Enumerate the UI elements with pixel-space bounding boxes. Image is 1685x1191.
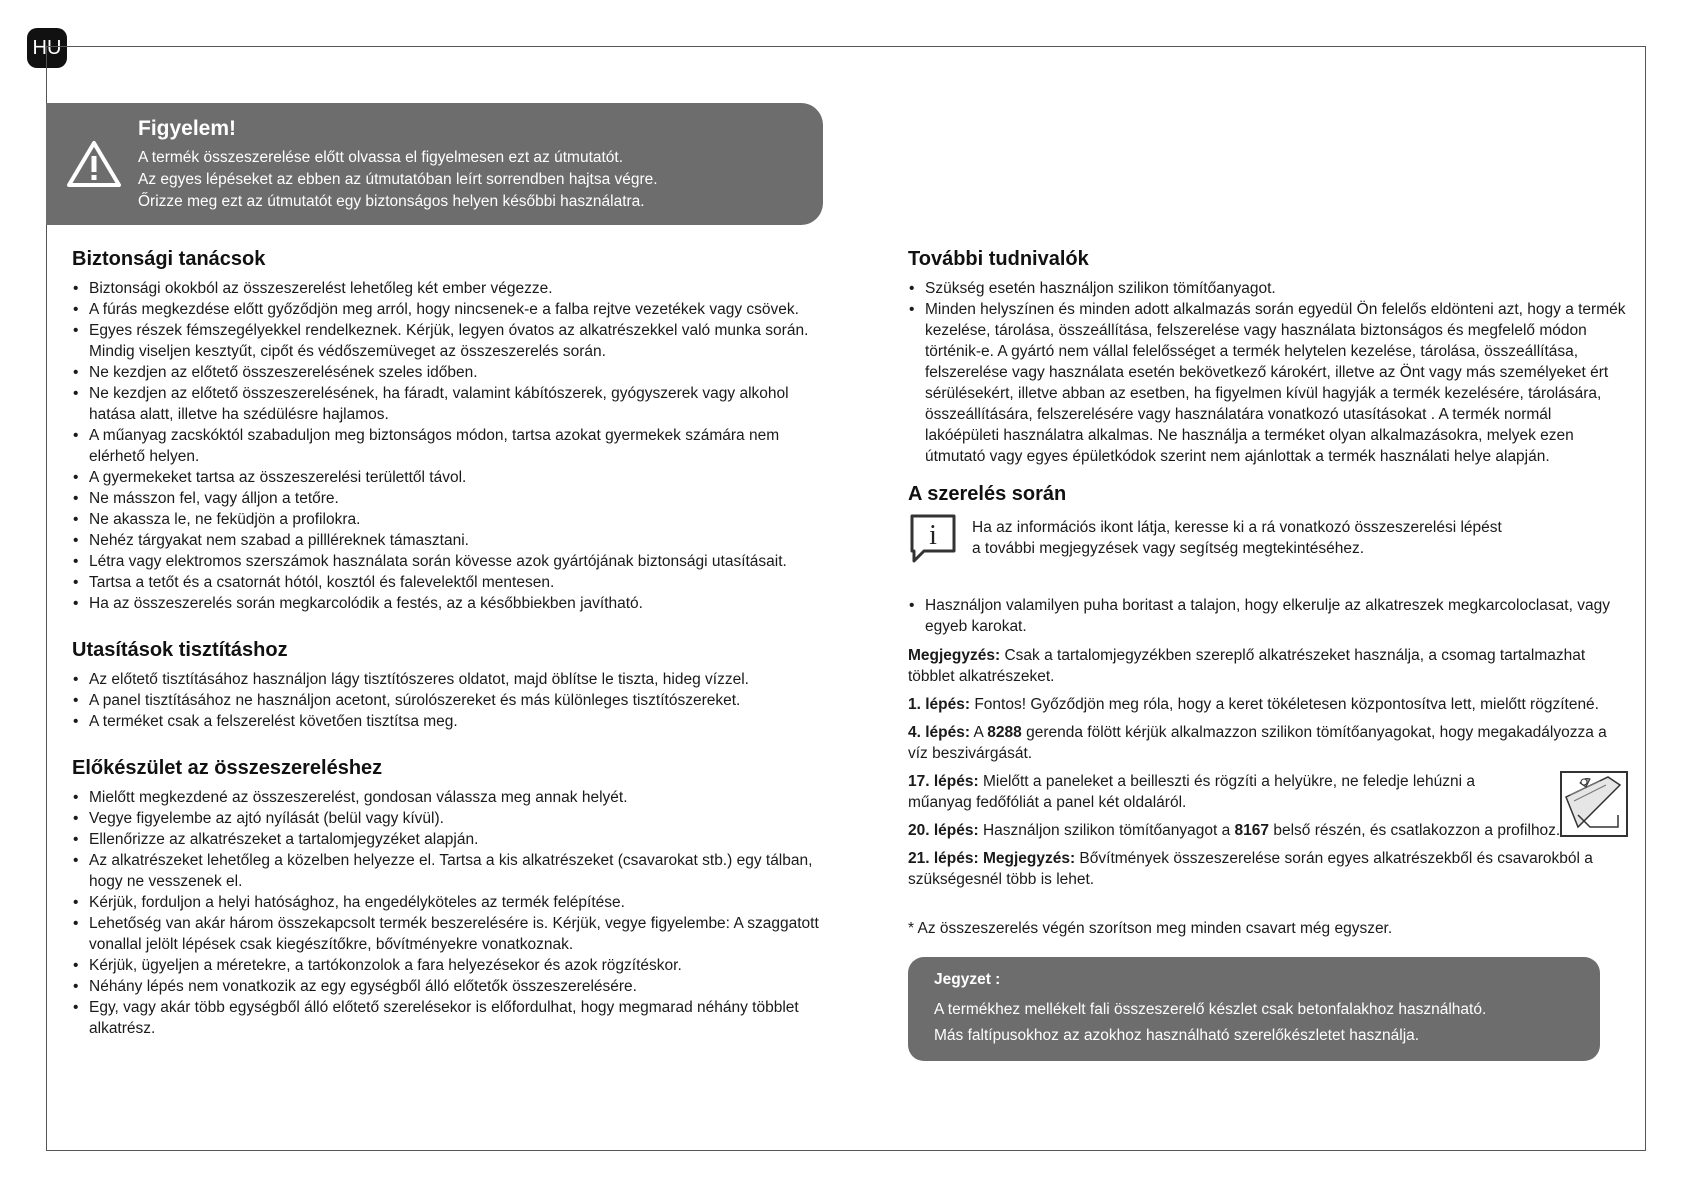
step-21 <box>908 848 1628 890</box>
peel-film-illustration <box>1560 771 1628 837</box>
warning-title: Figyelem! <box>138 117 237 140</box>
info-icon <box>908 513 958 565</box>
warning-triangle-icon <box>66 139 122 189</box>
step-text: Fontos! Győződjön meg róla, hogy a keret tökéletesen központosítva lett, mielőtt rögzítené. <box>970 696 1599 713</box>
cleaning-heading: Utasítások tisztításhoz <box>72 639 288 661</box>
info-text <box>972 517 1502 559</box>
list-item: • Az előtető tisztításához használjon lágy tisztítószeres oldatot, majd öblítse le tiszta, hideg vízzel. <box>72 669 832 690</box>
info-line: Ha az információs ikont látja, keresse ki a rá vonatkozó összeszerelési lépést <box>972 519 1502 536</box>
prep-heading: Előkészület az összeszereléshez <box>72 757 383 779</box>
list-item: • Használjon valamilyen puha boritast a talajon, hogy elkerulje az alkatreszek megkarcoloclasat, vagy egyeb karokat. <box>908 595 1628 637</box>
during-heading: A szerelés során <box>908 483 1067 505</box>
warning-line: A termék összeszerelése előtt olvassa el figyelmesen ezt az útmutatót. <box>138 149 624 166</box>
part-number: 8167 <box>1234 822 1270 839</box>
further-list <box>908 278 1628 467</box>
warning-text <box>138 147 658 213</box>
step-label: 20. lépés: <box>908 822 979 839</box>
list-item: • Ne kezdjen az előtető összeszerelésének, ha fáradt, valamint kábítószerek, gyógyszerek vagy alkohol hatása alatt, illetve ha szédülésre hajlamos. <box>72 383 832 425</box>
step-label: 1. lépés: <box>908 696 971 713</box>
list-item: • A gyermekeket tartsa az összeszerelési területtől távol. <box>72 467 832 488</box>
list-item: • Minden helyszínen és minden adott alkalmazás során egyedül Ön felelős eldönteni azt, hogy a termék kezelése, tárolása, összeállítása, felszerelése vagy használata biztonságos és megfelelő módon történik-e. A gyártó nem vállal felelősséget a termék helytelen kezelése, tárolása, összeállítása, felszerelése vagy használata esetén bekövetkező károkért, illetve az Önt vagy más személyeket ért sérülésekért, illetve abban az esetben, ha figyelmen kívül hagyják a termék kezelésére, tárolására, összeállítására, felszerelésére vagy használatára vonatkozó utasításokat . A termék normál lakóépületi használatra alkalmas. Ne használja a terméket olyan alkalmazásokra, melyek ezen útmutató vagy egyes épületkódok szerint nem ajánlottak a termék használati helye alapján. <box>908 299 1628 467</box>
step-1 <box>908 694 1628 715</box>
list-item: • Szükség esetén használjon szilikon tömítőanyagot. <box>908 278 1628 299</box>
step-note <box>908 645 1628 687</box>
list-item: • Ne akassza le, ne feküdjön a profilokra. <box>72 509 832 530</box>
list-item: • Egyes részek fémszegélyekkel rendelkeznek. Kérjük, legyen óvatos az alkatrészekkel való munka során. Mindig viseljen kesztyűt, cipőt és védőszemüveget az összeszerelés során. <box>72 320 832 362</box>
step-text: Használjon szilikon tömítőanyagot a <box>978 822 1235 839</box>
language-badge: HU <box>27 28 67 68</box>
safety-section <box>72 248 832 614</box>
note-title: Jegyzet : <box>934 971 1001 988</box>
list-item: • Nehéz tárgyakat nem szabad a pillléreknek támasztani. <box>72 530 832 551</box>
list-item: • Biztonsági okokból az összeszerelést lehetőleg két ember végezze. <box>72 278 832 299</box>
list-item: • Kérjük, forduljon a helyi hatósághoz, ha engedélyköteles az termék felépítése. <box>72 892 832 913</box>
prep-section <box>72 757 832 1039</box>
step-17 <box>908 771 1538 813</box>
step-label: 21. lépés: Megjegyzés: <box>908 850 1076 867</box>
safety-heading: Biztonsági tanácsok <box>72 248 266 270</box>
safety-list <box>72 278 832 614</box>
further-section <box>908 248 1628 467</box>
list-item: • Ellenőrizze az alkatrészeket a tartalomjegyzéket alapján. <box>72 829 832 850</box>
footnote: * Az összeszerelés végén szorítson meg minden csavart még egyszer. <box>908 920 1393 937</box>
note-line: Más faltípusokhoz az azokhoz használható szerelőkészletet használja. <box>934 1027 1420 1044</box>
list-item: • Ha az összeszerelés során megkarcolódik a festés, az a későbbiekben javítható. <box>72 593 832 614</box>
step-text: Csak a tartalomjegyzékben szereplő alkatrészeket használja, a csomag tartalmazhat többlet alkatrészeket. <box>908 647 1586 685</box>
list-item: • A fúrás megkezdése előtt győződjön meg arról, hogy nincsenek-e a falba rejtve vezetékek vagy csövek. <box>72 299 832 320</box>
list-item: • Ne kezdjen az előtető összeszerelésének szeles időben. <box>72 362 832 383</box>
info-line: a további megjegyzések vagy segítség megtekintéséhez. <box>972 540 1365 557</box>
step-text: Mielőtt a paneleket a beilleszti és rögzíti a helyükre, ne feledje lehúzni a műanyag fedőfóliát a panel két oldaláról. <box>908 773 1475 811</box>
during-list <box>908 595 1628 637</box>
right-column <box>908 248 1628 1061</box>
prep-list <box>72 787 832 1039</box>
list-item: • Mielőtt megkezdené az összeszerelést, gondosan válassza meg annak helyét. <box>72 787 832 808</box>
note-line: A termékhez mellékelt fali összeszerelő készlet csak betonfalakhoz használható. <box>934 1001 1487 1018</box>
step-label: Megjegyzés: <box>908 647 1001 664</box>
part-number: 8288 <box>987 724 1022 741</box>
list-item: • A műanyag zacskóktól szabaduljon meg biztonságos módon, tartsa azokat gyermekek számára nem elérhető helyen. <box>72 425 832 467</box>
list-item: • Egy, vagy akár több egységből álló előtető szerelésekor is előfordulhat, hogy megmarad néhány többlet alkatrész. <box>72 997 832 1039</box>
further-heading: További tudnivalók <box>908 248 1089 270</box>
svg-text:i: i <box>929 520 937 551</box>
list-item: • A panel tisztításához ne használjon acetont, súrolószereket és más különleges tisztítószereket. <box>72 690 832 711</box>
list-item: • Lehetőség van akár három összekapcsolt termék beszerelésére is. Kérjük, vegye figyelembe: A szaggatott vonallal jelölt lépések csak kiegészítőkre, bővítményekre vonatkoznak. <box>72 913 832 955</box>
warning-line: Őrizze meg ezt az útmutatót egy biztonságos helyen későbbi használatra. <box>138 193 645 210</box>
list-item: • Létra vagy elektromos szerszámok használata során kövesse azok gyártójának biztonsági utasításait. <box>72 551 832 572</box>
step-text: A <box>970 724 988 741</box>
warning-box <box>46 103 823 225</box>
cleaning-section <box>72 639 832 732</box>
step-text: gerenda fölött kérjük alkalmazzon szilikon tömítőanyagokat, hogy megakadályozza a víz beszivárgását. <box>908 724 1607 762</box>
list-item: • Néhány lépés nem vonatkozik az egy egységből álló előtetők összeszerelésére. <box>72 976 832 997</box>
info-row <box>908 513 1628 565</box>
cleaning-list <box>72 669 832 732</box>
left-column <box>72 248 832 1064</box>
step-text: belső részén, és csatlakozzon a profilhoz. <box>1269 822 1561 839</box>
step-label: 4. lépés: <box>908 724 971 741</box>
step-label: 17. lépés: <box>908 773 979 790</box>
warning-line: Az egyes lépéseket az ebben az útmutatóban leírt sorrendben hajtsa végre. <box>138 171 658 188</box>
list-item: • Ne másszon fel, vagy álljon a tetőre. <box>72 488 832 509</box>
step-text: Bővítmények összeszerelése során egyes alkatrészekből és csavarokból a szükségesnél több is lehet. <box>908 850 1593 888</box>
step-17-wrap <box>908 771 1628 813</box>
list-item: • Az alkatrészeket lehetőleg a közelben helyezze el. Tartsa a kis alkatrészeket (csavarokat stb.) egy tálban, hogy ne vesszenek el. <box>72 850 832 892</box>
list-item: • Tartsa a tetőt és a csatornát hótól, kosztól és falevelektől mentesen. <box>72 572 832 593</box>
list-item: • Kérjük, ügyeljen a méretekre, a tartókonzolok a fara helyezésekor és azok rögzítéskor. <box>72 955 832 976</box>
during-section <box>908 483 1628 1061</box>
step-4 <box>908 722 1628 764</box>
list-item: • Vegye figyelembe az ajtó nyílását (belül vagy kívül). <box>72 808 832 829</box>
note-box <box>908 957 1600 1061</box>
list-item: • A terméket csak a felszerelést követően tisztítsa meg. <box>72 711 832 732</box>
step-20 <box>908 820 1628 841</box>
